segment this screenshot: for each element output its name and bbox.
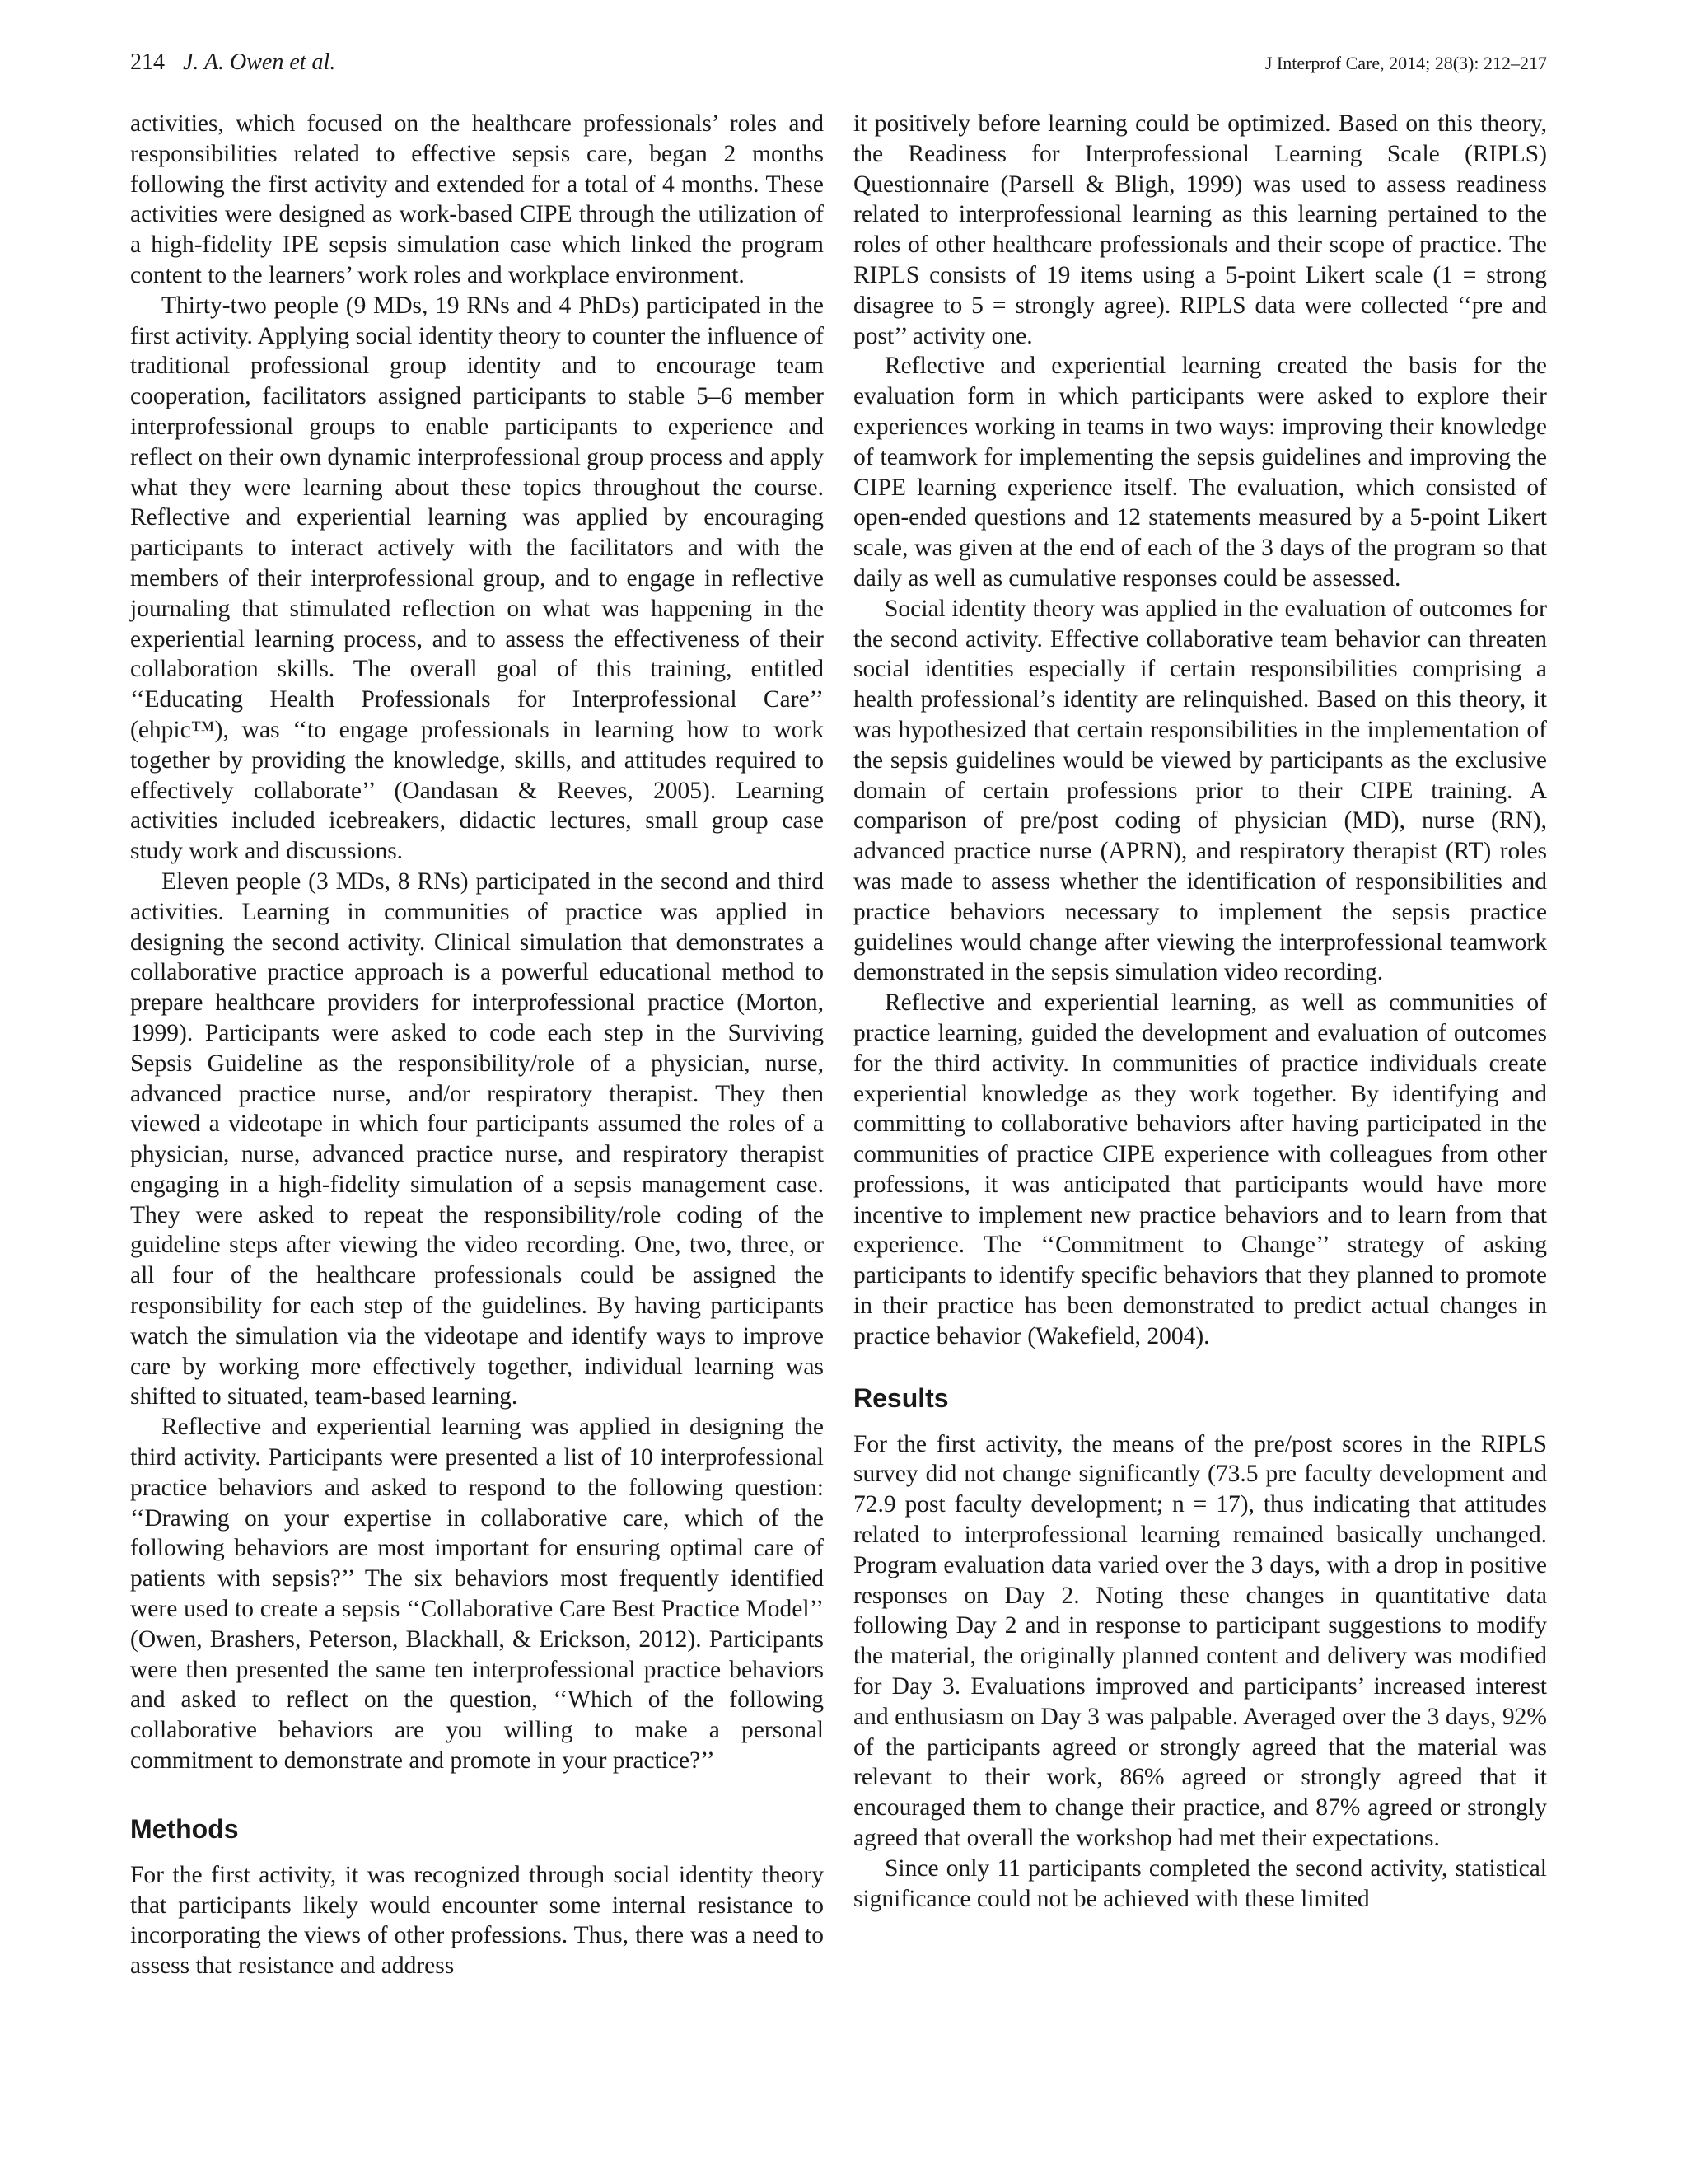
paragraph: Thirty-two people (9 MDs, 19 RNs and 4 PhDs) participated in the first activity. Applying social identity theory to counter the influence of traditional professional group identity and to encourage team cooperation, facilitators assigned participants to stable 5–6 member interprofessional groups to enable participants to experience and reflect on their own dynamic interprofessional group process and apply what they were learning about these topics throughout the course. Reflective and experiential learning was applied by encouraging participants to interact actively with the facilitators and with the members of their interprofessional group, and to engage in reflective journaling that stimulated reflection on what was happening in the experiential learning process, and to assess the effectiveness of their collaboration skills. The overall goal of this training, entitled ‘‘Educating Health Professionals for Interprofessional Care’’ (ehpic™), was ‘‘to engage professionals in learning how to work together by providing the knowledge, skills, and attitudes required to effectively collaborate’’ (Oandasan & Reeves, 2005). Learning activities included icebreakers, didactic lectures, small group case study work and discussions.	[130, 292, 824, 865]
paragraph: Reflective and experiential learning was applied in designing the third activity. Participants were presented a list of 10 interprofessional practice behaviors and asked to respond to the following question: ‘‘Drawing on your expertise in collaborative care, which of the following behaviors are most important for ensuring optimal care of patients with sepsis?’’ The six behaviors most frequently identified were used to create a sepsis ‘‘Collaborative Care Best Practice Model’’ (Owen, Brashers, Peterson, Blackhall, & Erickson, 2012). Participants were then presented the same ten interprofessional practice behaviors and asked to reflect on the question, ‘‘Which of the following collaborative behaviors are you willing to make a personal commitment to demonstrate and promote in your practice?’’	[130, 1414, 824, 1775]
page-number: 214	[130, 49, 165, 75]
paragraph: it positively before learning could be optimized. Based on this theory, the Readiness for Interprofessional Learning Scale (RIPLS) Questionnaire (Parsell & Bligh, 1999) was used to assess readiness related to interprofessional learning as this learning pertained to the roles of other healthcare professionals and their scope of practice. The RIPLS consists of 19 items using a 5-point Likert scale (1 = strong disagree to 5 = strongly agree). RIPLS data were collected ‘‘pre and post’’ activity one.	[853, 110, 1547, 349]
paragraph: Since only 11 participants completed the second activity, statistical significance could not be achieved with these limited	[853, 1854, 1547, 1912]
paragraph: For the first activity, the means of the pre/post scores in the RIPLS survey did not change significantly (73.5 pre faculty development and 72.9 post faculty development; n = 17), thus indicating that attitudes related to interprofessional learning remained basically unchanged. Program evaluation data varied over the 3 days, with a drop in positive responses on Day 2. Noting these changes in quantitative data following Day 2 and in response to participant suggestions to modify the material, the originally planned content and delivery was modified for Day 3. Evaluations improved and participants’ increased interest and enthusiasm on Day 3 was palpable. Averaged over the 3 days, 92% of the participants agreed or strongly agreed that the material was relevant to their work, 86% agreed or strongly agreed that it encouraged them to change their practice, and 87% agreed or strongly agreed that overall the workshop had met their expectations.	[853, 1430, 1547, 1852]
paragraph: Reflective and experiential learning created the basis for the evaluation form in which participants were asked to explore their experiences working in teams in two ways: improving their knowledge of teamwork for implementing the sepsis guidelines and improving the CIPE learning experience itself. The evaluation, which consisted of open-ended questions and 12 statements measured by a 5-point Likert scale, was given at the end of each of the 3 days of the program so that daily as well as cumulative responses could be assessed.	[853, 353, 1547, 592]
body-columns	[130, 109, 1547, 1981]
running-header	[130, 49, 1547, 86]
right-column	[853, 109, 1547, 1981]
paragraph: Reflective and experiential learning, as well as communities of practice learning, guided the development and evaluation of outcomes for the third activity. In communities of practice individuals create experiential knowledge as they work together. By identifying and committing to collaborative behaviors after having participated in the communities of practice CIPE experience with colleagues from other professions, it was anticipated that participants would have more incentive to implement new practice behaviors and to learn from that experience. The ‘‘Commitment to Change’’ strategy of asking participants to identify specific behaviors that they planned to promote in their practice has been demonstrated to predict actual changes in practice behavior (Wakefield, 2004).	[853, 989, 1547, 1349]
paragraph: For the first activity, it was recognized through social identity theory that participants likely would encounter some internal resistance to incorporating the views of other professions. Thus, there was a need to assess that resistance and address	[130, 1861, 824, 1980]
paragraph: Eleven people (3 MDs, 8 RNs) participated in the second and third activities. Learning in communities of practice was applied in designing the second activity. Clinical simulation that demonstrates a collaborative practice approach is a powerful educational method to prepare healthcare providers for interprofessional practice (Morton, 1999). Participants were asked to code each step in the Surviving Sepsis Guideline as the responsibility/role of a physician, nurse, advanced practice nurse, and/or respiratory therapist. They then viewed a videotape in which four participants assumed the roles of a physician, nurse, advanced practice nurse, and respiratory therapist engaging in a high-fidelity simulation of a sepsis management case. They were asked to repeat the responsibility/role coding of the guideline steps after viewing the video recording. One, two, three, or all four of the healthcare professionals could be assigned the responsibility for each step of the guidelines. By having participants watch the simulation via the videotape and identify ways to improve care by working more effectively together, individual learning was shifted to situated, team-based learning.	[130, 868, 824, 1410]
left-column	[130, 109, 824, 1981]
paragraph: activities, which focused on the healthcare professionals’ roles and responsibilities related to effective sepsis care, began 2 months following the first activity and extended for a total of 4 months. These activities were designed as work-based CIPE through the utilization of a high-fidelity IPE sepsis simulation case which linked the program content to the learners’ work roles and workplace environment.	[130, 110, 824, 288]
running-authors: J. A. Owen et al.	[183, 49, 336, 75]
journal-citation: J Interprof Care, 2014; 28(3): 212–217	[1264, 53, 1547, 73]
header-left	[130, 49, 335, 76]
paragraph: Social identity theory was applied in the evaluation of outcomes for the second activity. Effective collaborative team behavior can threaten social identities especially if certain responsibilities comprising a health professional’s identity are relinquished. Based on this theory, it was hypothesized that certain responsibilities in the implementation of the sepsis guidelines would be viewed by participants as the exclusive domain of certain professions prior to their CIPE training. A comparison of pre/post coding of physician (MD), nurse (RN), advanced practice nurse (APRN), and respiratory therapist (RT) roles was made to assess whether the identification of responsibilities and practice behaviors necessary to implement the sepsis practice guidelines would change after viewing the interprofessional teamwork demonstrated in the sepsis simulation video recording.	[853, 595, 1547, 986]
section-heading-methods: Methods	[130, 1813, 239, 1844]
section-heading-results: Results	[853, 1382, 949, 1413]
